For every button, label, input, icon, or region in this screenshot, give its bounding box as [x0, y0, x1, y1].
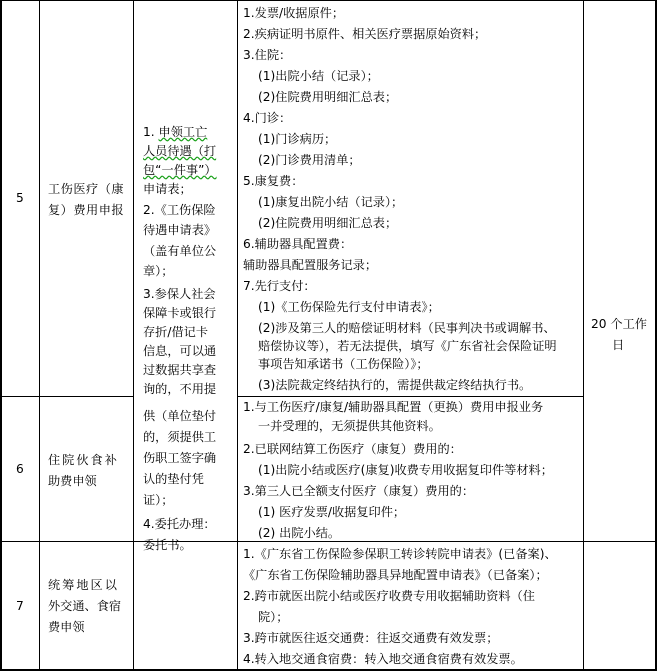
grid-line [237, 0, 238, 671]
material-line: 院）； [258, 610, 289, 624]
requirement-line: 证）； [143, 493, 174, 507]
material-line: (2)门诊费用清单； [258, 153, 361, 167]
material-line: 3.第三人已全额支付医疗（康复）费用的： [243, 484, 475, 498]
requirement-highlight: 申领工亡 [158, 125, 208, 139]
grid-line [0, 541, 657, 542]
material-line: 3.跨市就医往返交通费：往返交通费有效发票； [243, 631, 499, 645]
requirement-line: 委托书。 [143, 538, 192, 552]
requirement-line: 人员待遇（打 [143, 144, 217, 158]
item-name: 助费申领 [48, 474, 97, 488]
requirement-line: （盖有单位公 [143, 244, 217, 258]
material-line: (1)门诊病历； [258, 132, 337, 146]
requirement-line: 供（单位垫付 [143, 409, 217, 423]
requirement-line: 1. 申领工亡 [143, 125, 208, 139]
material-line: (1)出院小结或医疗(康复)收费专用收据复印件等材料； [258, 463, 553, 477]
row-index: 7 [16, 599, 24, 613]
requirement-line: 包“一件事”） [143, 163, 217, 177]
grid-line [0, 0, 657, 1]
material-line: 5.康复费： [243, 174, 304, 188]
item-name: 外交通、食宿 [48, 599, 122, 613]
requirement-line: 存折/借记卡 [143, 325, 209, 339]
item-name: 复）费用申报 [48, 203, 125, 217]
grid-line [133, 0, 134, 671]
time-limit: 20 个工作 [591, 317, 647, 331]
requirement-line: 询的，不用提 [143, 382, 217, 396]
material-line: (2)住院费用明细汇总表； [258, 90, 398, 104]
grid-line [237, 396, 583, 397]
material-line: 3.住院： [243, 48, 292, 62]
material-line: 《广东省工伤保险辅助器具异地配置申请表》（已备案）； [243, 568, 548, 582]
material-line: (1)《工伤保险先行支付申请表》； [258, 300, 440, 314]
grid-line [583, 0, 584, 671]
material-line: 1.发票/收据原件； [243, 6, 345, 20]
material-line: (3)法院裁定终结执行的，需提供裁定终结执行书。 [258, 378, 532, 392]
material-line: (1) 医疗发票/收据复印件； [258, 505, 406, 519]
row-index: 5 [16, 191, 24, 205]
material-line: (1)康复出院小结（记录）； [258, 195, 404, 209]
requirement-line: 申请表； [143, 182, 192, 196]
item-name: 费申领 [48, 620, 85, 634]
material-line: (2)涉及第三人的赔偿证明材料（民事判决书或调解书、 [258, 321, 556, 335]
material-line: 2.跨市就医出院小结或医疗收费专用收据辅助资料（住 [243, 589, 535, 603]
requirement-line: 2.《工伤保险 [143, 203, 216, 217]
material-line: 事项告知承诺书（工伤保险）》； [258, 357, 429, 371]
material-line: (2) 出院小结。 [258, 526, 341, 540]
item-name: 住院伙食补 [48, 453, 119, 467]
material-line: (2)住院费用明细汇总表； [258, 216, 398, 230]
time-limit: 日 [612, 338, 625, 352]
grid-line [39, 0, 40, 671]
requirement-line: 伤职工签字确 [143, 451, 217, 465]
item-name: 工伤医疗（康 [48, 182, 125, 196]
requirement-line: 信息，可以通 [143, 344, 217, 358]
material-line: 2.已联网结算工伤医疗（康复）费用的： [243, 442, 462, 456]
requirement-line: 待遇申请表》 [143, 223, 217, 237]
requirement-line: 3.参保人社会 [143, 287, 216, 301]
row-index: 6 [16, 462, 24, 476]
material-line: 6.辅助器具配置费： [243, 237, 353, 251]
requirement-line: 的，须提供工 [143, 430, 217, 444]
material-line: 1.《广东省工伤保险参保职工转诊转院申请表》(已备案)、 [243, 547, 557, 561]
material-line: (1)出院小结（记录）； [258, 69, 379, 83]
material-line: 赔偿协议等），若无法提供，填写《广东省社会保险证明 [258, 339, 557, 353]
requirement-line: 认的垫付凭 [143, 472, 204, 486]
material-line: 2.疾病证明书原件、相关医疗票据原始资料； [243, 27, 487, 41]
grid-line [0, 0, 2, 671]
requirement-line: 章）； [143, 264, 174, 278]
material-line: 辅助器具配置服务记录； [243, 258, 378, 272]
requirement-line: 保障卡或银行 [143, 306, 217, 320]
material-line: 一并受理的，无须提供其他资料。 [258, 419, 441, 433]
item-name: 统筹地区以 [48, 578, 119, 592]
material-line: 1.与工伤医疗/康复/辅助器具配置（更换）费用申报业务 [243, 400, 544, 414]
material-line: 4.转入地交通食宿费：转入地交通食宿费有效发票。 [243, 652, 523, 666]
grid-line [0, 396, 133, 397]
requirement-line: 4.委托办理： [143, 517, 216, 531]
material-line: 4.门诊： [243, 111, 292, 125]
requirement-line: 过数据共享查 [143, 363, 217, 377]
material-line: 7.先行支付： [243, 279, 316, 293]
